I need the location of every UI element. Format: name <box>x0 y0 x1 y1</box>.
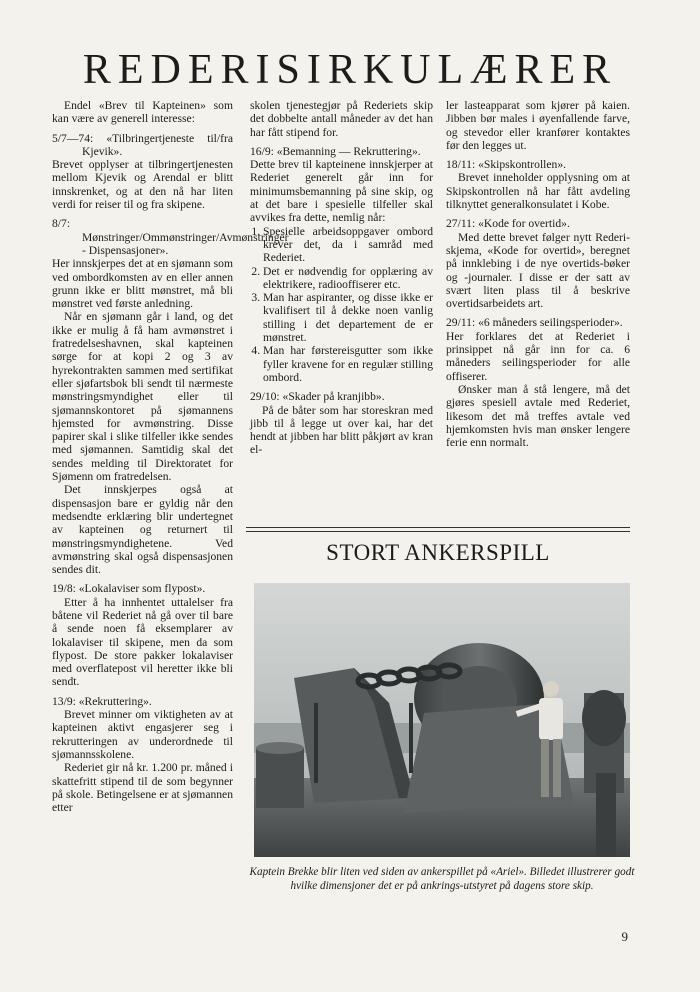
list-item: 4. Man har førstereisgutter som ikke fyller kravene for en regulær stilling ombord. <box>263 344 433 384</box>
divider-rule <box>246 527 630 528</box>
list-item: 3. Man har aspiranter, og disse ikke er kvalifisert til å dekke noen vanlig stilling i det departement de er mønstret. <box>263 291 433 344</box>
column-3 <box>446 99 630 449</box>
body-paragraph: Etter å ha innhentet uttalelser fra båtene vil Rederiet nå gå over til bare å sende noen få eksemplarer av lokalaviser til skipene, men da som flypost. De store pakker lokalaviser med overflatepost vil heretter ikke bli sendt. <box>52 595 233 689</box>
body-paragraph: På de båter som har storeskran med jibb til å legge ut over kai, har det hendt at jibben har blitt påkjørt av kran el- <box>250 403 433 457</box>
body-paragraph: Når en sjømann går i land, og det ikke er mulig å få ham avmønstret i fratredelseshavnen, skal kapteinen sørge for at kopi 2 og 3 av hyrekontrakten sammen med sertifikat eller sjøfartsbok bli sendt til nærmeste mønstringsmyndighet eller til sjømannskontoret på sjømannens hjemsted for avmønstring. Disse papirer skal i slike tilfeller ikke sendes med sjømannen. Samtidig skal det sendes melding til Direktoratet for Sjømenn om fratredelsen. <box>52 310 233 484</box>
body-paragraph: ler lasteapparat som kjører på kaien. Jibben bør males i øyenfallende farve, og stevedor eller kranfører kontaktes før den legges ut. <box>446 99 630 152</box>
list-item: 1. Spesielle arbeidsoppgaver ombord krever det, da i samråd med Rederiet. <box>263 225 433 265</box>
body-paragraph: Brevet inneholder opplysning om at Skipskontrollen nå har fått avdeling tilknyttet generalkonsulatet i Kobe. <box>446 171 630 212</box>
anchor-windlass-photo <box>254 583 630 857</box>
list-item: 2. Det er nødvendig for opplæring av elektrikere, radiooffiserer etc. <box>263 265 433 292</box>
photo-caption: Kaptein Brekke blir liten ved siden av ankerspillet på «Ariel». Billedet illustrerer godt hvilke dimensjoner det er på ankrings-utstyret på dagens store skip. <box>249 866 635 892</box>
body-paragraph: Rederiet gir nå kr. 1.200 pr. måned i skattefritt stipend til de som begynner på skole. Betingelsene er at sjømannen etter <box>52 761 233 815</box>
body-paragraph: skolen tjenestegjør på Rederiets skip det dobbelte antall måneder av det han har fått stipend for. <box>250 99 433 139</box>
body-paragraph: Her innskjerpes det at en sjømann som ved ombordkomsten av en eller annen grunn ikke er blitt mønstret, må bli mønstret ved første anledning. <box>52 257 233 311</box>
circular-heading: 13/9: «Rekruttering». <box>52 694 152 708</box>
intro-paragraph: Endel «Brev til Kapteinen» som kan være av generell interesse: <box>52 99 233 126</box>
photo-illustration <box>254 583 630 857</box>
body-paragraph: Dette brev til kapteinene innskjerper at Rederiet generelt går inn for minimumsbemanning på sine skip, og at det bare i spesielle tilfeller skal avvikes fra dette, nemlig når: <box>250 158 433 225</box>
circular-heading: 19/8: «Lokalaviser som flypost». <box>52 582 206 596</box>
page-title: REDERISIRKULÆRER <box>82 47 618 93</box>
circular-heading: 16/9: «Bemanning — Rekruttering». <box>250 144 421 158</box>
circular-heading: 27/11: «Kode for overtid». <box>446 217 570 231</box>
circular-heading: 5/7—74: «Tilbringertjeneste til/fra Kjevik». <box>52 131 233 158</box>
body-paragraph: Med dette brevet følger nytt Rederi-skjema, «Kode for overtid», beregnet på innklebing i de nye overtids-bøker og -journaler. I disse er der satt av svært liten plass til å beskrive overtidsarbeidets art. <box>446 230 630 311</box>
body-paragraph: Det innskjerpes også at dispensasjon bare er gyldig når den medsendte erklæring blir undertegnet av kapteinen og returnert til mønstringsmyndighetene. Ved avmønstring skal også dispensasjonen sendes dit. <box>52 483 233 577</box>
condition-list <box>250 225 433 385</box>
photo-heading: STORT ANKERSPILL <box>326 540 550 565</box>
column-2 <box>250 99 433 457</box>
circular-heading: 29/11: «6 måneders seilingsperioder». <box>446 316 623 330</box>
divider-rule <box>246 531 630 532</box>
body-paragraph: Her forklares det at Rederiet i prinsippet nå går inn for ca. 6 måneders seilingsperioder for alle offiserer. <box>446 329 630 383</box>
column-1 <box>52 99 289 815</box>
circular-heading: 8/7: Mønstringer/Ommønstringer/Avmønstringer - Dispensasjoner». <box>52 217 289 257</box>
circular-heading: 18/11: «Skipskontrollen». <box>446 158 567 172</box>
circular-heading: 29/10: «Skader på kranjibb». <box>250 390 385 404</box>
page-number: 9 <box>621 929 628 944</box>
body-paragraph: Brevet minner om viktigheten av at kapteinen aktivt engasjerer seg i rekrutteringen av underordnede til sjømannsskolene. <box>52 708 233 761</box>
body-paragraph: Brevet opplyser at tilbringertjenesten mellom Kjevik og Arendal er blitt innskrenket, og at den nå har liten verdi for reiser til og fra skipene. <box>52 158 233 212</box>
body-paragraph: Ønsker man å stå lengere, må det gjøres spesiell avtale med Rederiet, likesom det må treffes avtale ved hjemkomsten hvis man ønsker lengere ferie enn normalt. <box>446 382 630 450</box>
